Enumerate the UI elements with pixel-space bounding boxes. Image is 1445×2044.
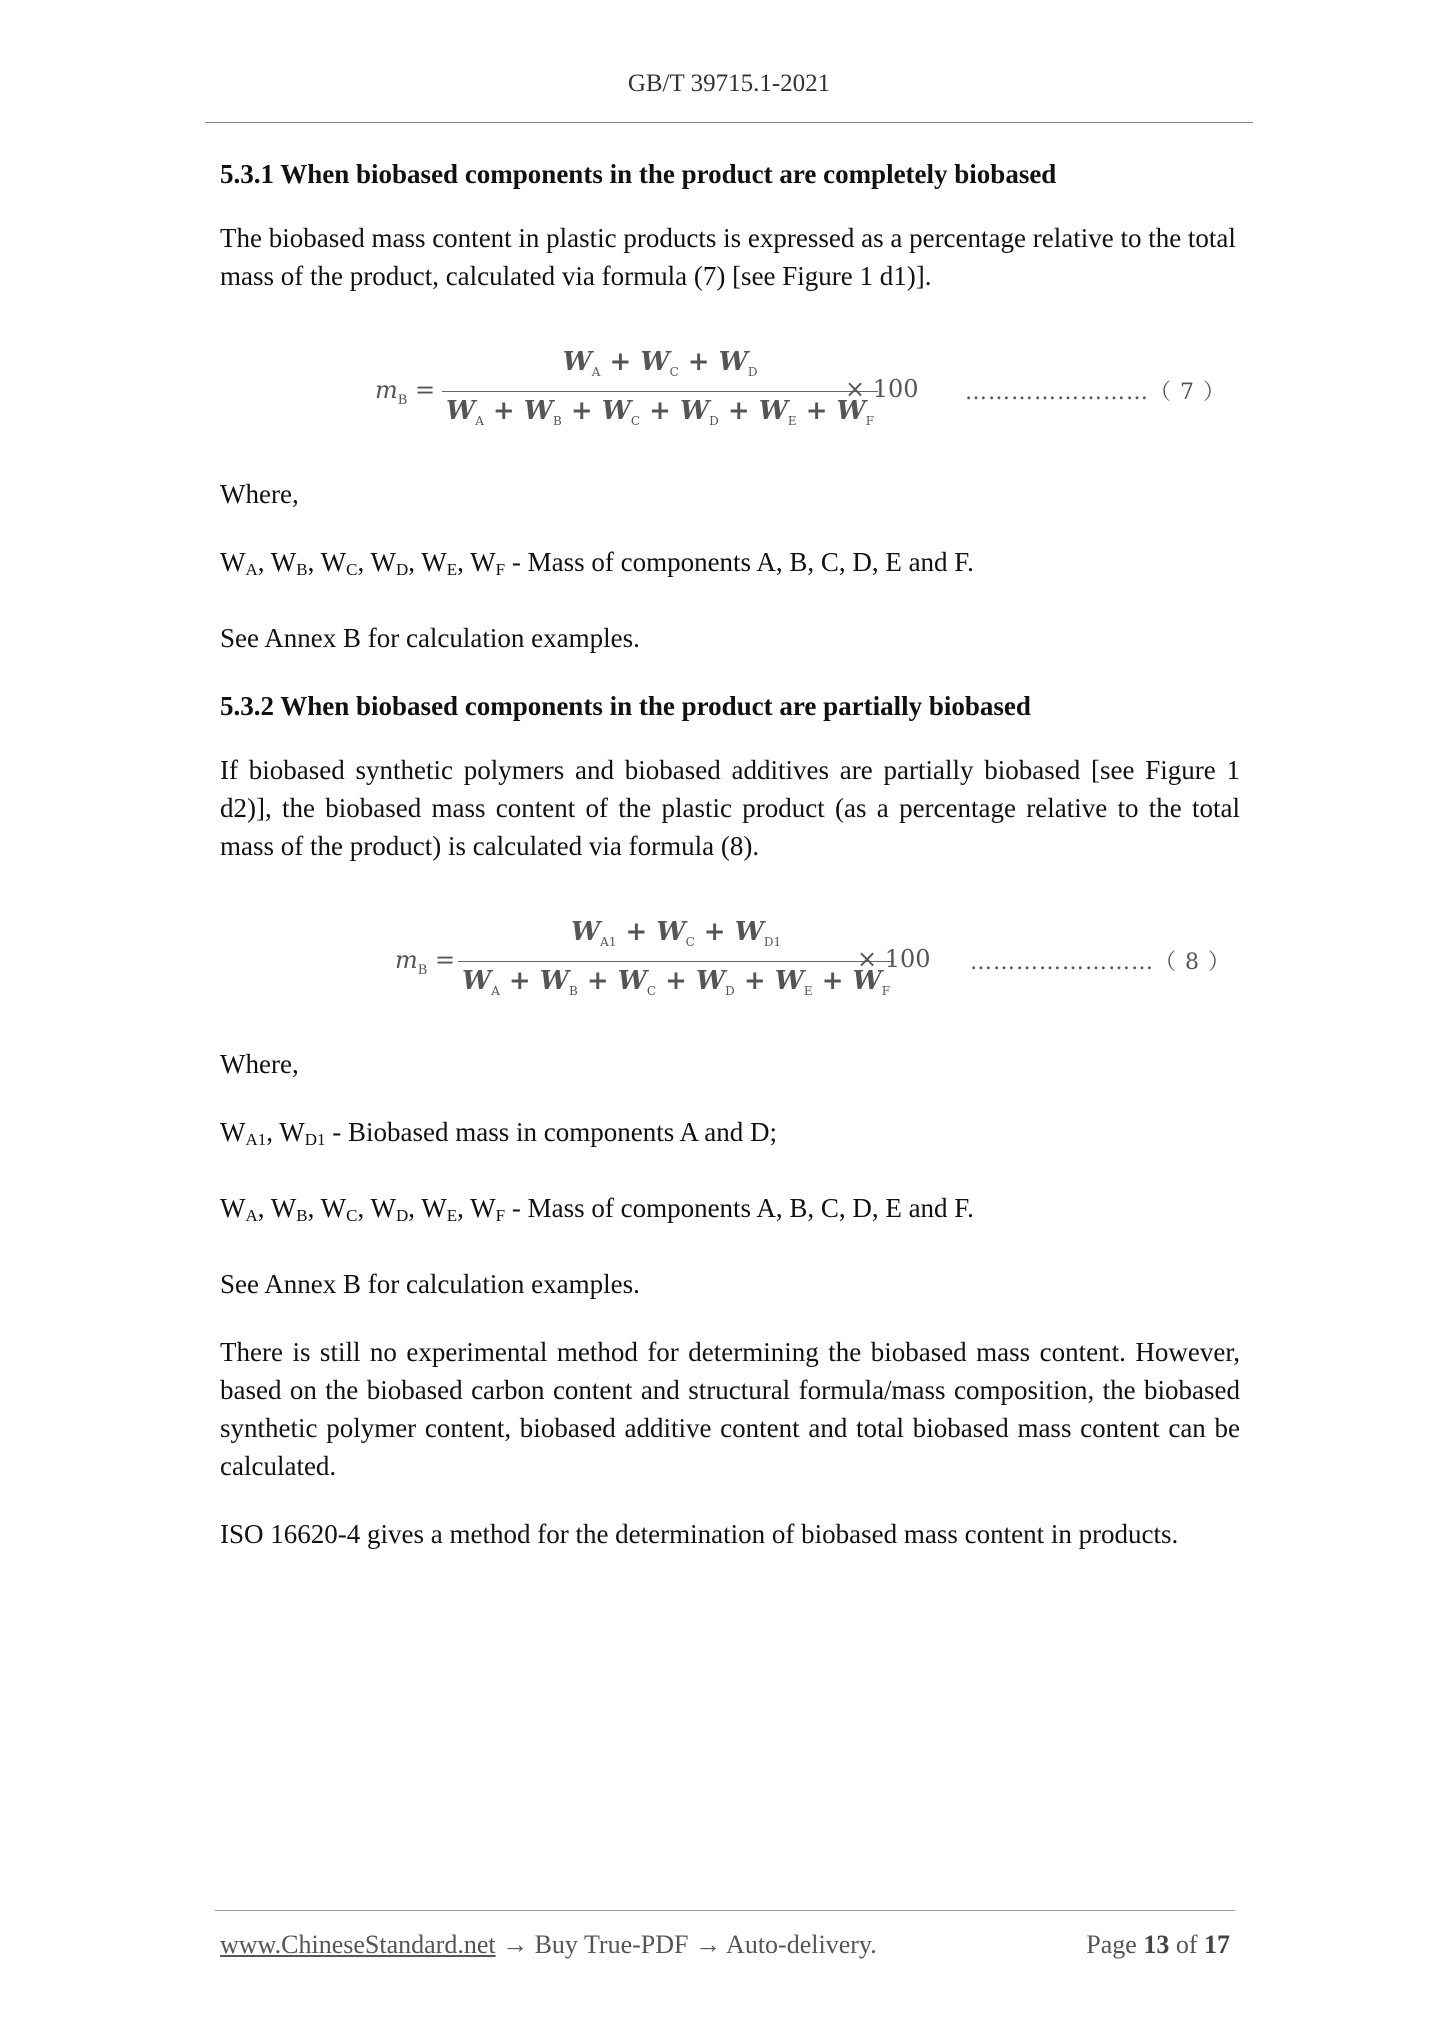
where-label: Where, xyxy=(220,479,299,509)
formula-8 xyxy=(220,895,1240,1045)
formula-term: $W_D$ xyxy=(718,347,758,380)
formula-term: $W_D$ xyxy=(679,396,719,429)
section-heading-5-3-2: 5.3.2 When biobased components in the product are partially biobased xyxy=(220,691,1031,721)
formula-8-denominator: $W_A + W_B + W_C + W_D + W_E + W_F$ xyxy=(462,966,891,999)
formula-7-denominator: $W_A + W_B + W_C + W_D + W_E + W_F$ xyxy=(446,396,875,429)
formula-term: $W_B$ xyxy=(523,396,562,429)
definition-masses: $W_A$, $W_B$, $W_C$, $W_D$, $W_E$, $W_F$ - Mass of components A, B, C, D, E and F. xyxy=(220,1193,974,1225)
formula-term: $W_C$ xyxy=(601,396,641,429)
formula-8-number: ……………………（ 8 ） xyxy=(970,950,1231,975)
mass-symbol: $W_B$ xyxy=(270,547,308,579)
formula-term: $W_B$ xyxy=(539,966,578,999)
formula-term: $W_A$ xyxy=(562,347,601,380)
mass-symbol: $W_C$ xyxy=(320,1193,358,1225)
iso-reference: ISO 16620-4 gives a method for the determination of biobased mass content in products. xyxy=(220,1519,1179,1549)
definition-biobased-masses: $W_{A1}$, $W_{D1}$ - Biobased mass in components A and D; xyxy=(220,1117,778,1149)
page-number: Page 13 of 17 xyxy=(1086,1930,1230,1959)
where-label: Where, xyxy=(220,1049,299,1079)
formula-7 xyxy=(220,325,1240,475)
annex-reference: See Annex B for calculation examples. xyxy=(220,1269,640,1299)
formula-term: $W_E$ xyxy=(774,966,813,999)
section-5-3-2-intro: If biobased synthetic polymers and biobased additives are partially biobased [see Figure 1 d2)], the biobased mass content of the plastic product (as a percentage relative to the total mass of the product) is calculated via formula (8). xyxy=(220,755,1240,861)
formula-term: $W_{A1}$ xyxy=(570,917,617,950)
formula-term: $W_C$ xyxy=(640,347,679,380)
formula-term: $W_D$ xyxy=(695,966,735,999)
formula-term: $W_A$ xyxy=(462,966,500,999)
mass-symbol: $W_D$ xyxy=(370,547,409,579)
formula-8-fraction xyxy=(458,915,894,1008)
formula-7-multiplier: × 100 xyxy=(845,375,919,403)
footer-divider xyxy=(215,1910,1235,1911)
formula-7-lhs: $m_B$ = xyxy=(375,376,436,408)
formula-8-lhs: $m_B$ = xyxy=(395,946,456,978)
formula-8-numerator: $W_{A1} + W_C + W_{D1}$ xyxy=(570,917,782,950)
formula-term: $W_C$ xyxy=(656,917,695,950)
formula-term: $W_F$ xyxy=(836,396,875,429)
website-link[interactable]: www.ChineseStandard.net xyxy=(220,1930,496,1959)
annex-reference: See Annex B for calculation examples. xyxy=(220,623,640,653)
header-divider xyxy=(205,122,1253,123)
fraction-bar xyxy=(442,391,878,392)
experimental-method-note: There is still no experimental method for determining the biobased mass content. However, based on the biobased carbon content and structural formula/mass composition, the biobased synthetic polymer content, biobased additive content and total biobased mass content can be calculated. xyxy=(220,1337,1240,1481)
formula-7-fraction xyxy=(442,345,878,438)
formula-8-multiplier: × 100 xyxy=(857,945,931,973)
fraction-bar xyxy=(458,961,894,962)
mass-symbol: $W_A$ xyxy=(220,1193,258,1225)
mass-symbol: $W_{A1}$ xyxy=(220,1117,267,1149)
formula-term: $W_C$ xyxy=(617,966,657,999)
mass-symbol: $W_E$ xyxy=(421,547,458,579)
document-header: GB/T 39715.1-2021 xyxy=(627,70,831,97)
mass-symbol: $W_F$ xyxy=(470,1193,506,1225)
section-5-3-1-intro: The biobased mass content in plastic products is expressed as a percentage relative to the total mass of the product, calculated via formula (7) [see Figure 1 d1)]. xyxy=(220,223,1236,291)
formula-term: $W_{D1}$ xyxy=(734,917,782,950)
mass-symbol: $W_{D1}$ xyxy=(279,1117,326,1149)
section-heading-5-3-1: 5.3.1 When biobased components in the product are completely biobased xyxy=(220,159,1057,189)
formula-7-numerator: $W_A + W_C + W_D$ xyxy=(562,347,758,380)
page-content xyxy=(220,155,1240,1583)
formula-7-number: ……………………（ 7 ） xyxy=(965,380,1226,405)
mass-symbol: $W_A$ xyxy=(220,547,258,579)
formula-term: $W_A$ xyxy=(446,396,484,429)
mass-symbol: $W_E$ xyxy=(421,1193,458,1225)
mass-symbol: $W_F$ xyxy=(470,547,506,579)
mass-symbol: $W_D$ xyxy=(370,1193,409,1225)
mass-symbol: $W_C$ xyxy=(320,547,358,579)
formula-term: $W_E$ xyxy=(758,396,797,429)
formula-term: $W_F$ xyxy=(852,966,891,999)
footer-promo: www.ChineseStandard.net → Buy True-PDF → Auto-delivery. xyxy=(220,1930,877,1959)
mass-symbol: $W_B$ xyxy=(270,1193,308,1225)
definition-masses: $W_A$, $W_B$, $W_C$, $W_D$, $W_E$, $W_F$ - Mass of components A, B, C, D, E and F. xyxy=(220,547,974,579)
